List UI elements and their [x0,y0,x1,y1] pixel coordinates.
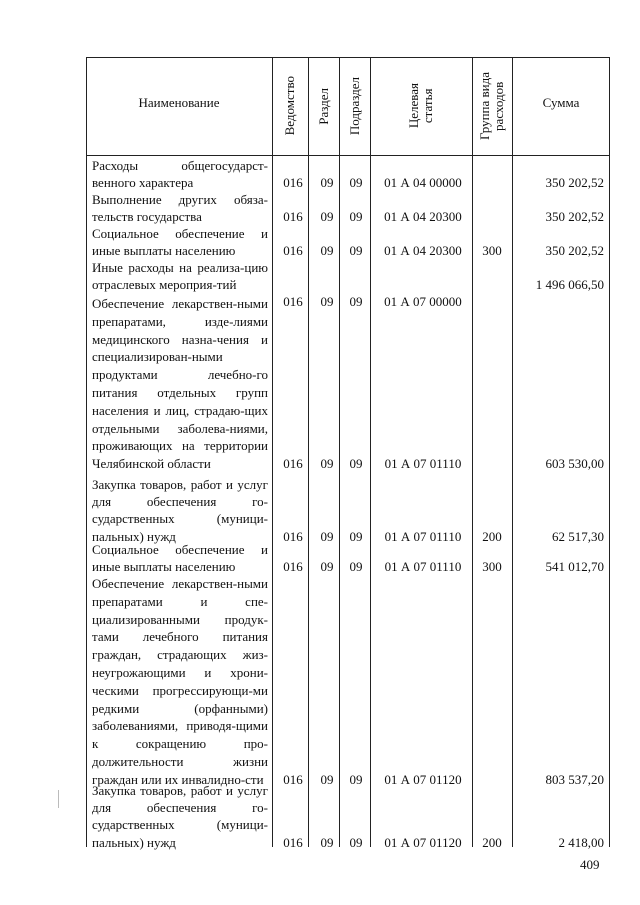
row-razdel: 09 [320,243,334,259]
row-podrazdel: 09 [349,175,363,191]
header-ved-cell [272,57,308,155]
row-gruppa: 300 [482,243,502,259]
row-summa: 62 517,30 [552,528,604,544]
row-name: Обеспечение лекарствен-ными препаратами, изде-лиями медицинского назна-чения и специализирован-ными продуктами лечебно-го питания отдельных групп населения и лиц, страдаю-щих отдельными заболева-ниями, проживающих на территории Челябинской области [92,296,268,472]
header-grp: Группа вида расходов [477,72,506,140]
row-celevaya-statya: 01 А 07 01110 [384,456,462,472]
header-sum: Сумма [542,95,580,110]
row-vedomstvo: 016 [283,209,303,225]
header-name: Наименование [138,95,220,110]
margin-mark [58,790,59,808]
row-podrazdel: 09 [349,456,363,472]
row-podrazdel: 09 [349,528,363,544]
row-name: Иные расходы на реализа-цию отраслевых мероприя-тий [92,260,268,293]
header-ved: Ведомство [282,76,297,136]
row-razdel: 09 [320,528,334,544]
row-podrazdel: 09 [349,834,363,850]
header-divider [86,155,610,156]
header-cs-cell [370,57,472,155]
row-gruppa: 300 [482,559,502,575]
row-razdel: 09 [320,834,334,850]
row-summa: 2 418,00 [558,834,604,850]
row-summa: 603 530,00 [545,456,604,472]
row-podrazdel: 09 [349,559,363,575]
row-vedomstvo: 016 [283,243,303,259]
row-vedomstvo: 016 [283,456,303,472]
row-razdel: 09 [320,559,334,575]
row-vedomstvo: 016 [283,559,303,575]
row-podrazdel: 09 [349,243,363,259]
row-summa: 350 202,52 [545,209,604,225]
row-podrazdel: 09 [349,209,363,225]
page-number: 409 [580,857,600,872]
row-vedomstvo: 016 [283,771,303,787]
row-podrazdel: 09 [349,771,363,787]
row-celevaya-statya: 01 А 07 01110 [384,528,462,544]
row-celevaya-statya: 01 А 07 00000 [384,294,462,310]
row-razdel: 09 [320,456,334,472]
row-celevaya-statya: 01 А 04 00000 [384,175,462,191]
row-summa: 803 537,20 [545,771,604,787]
row-celevaya-statya: 01 А 04 20300 [384,209,462,225]
row-razdel: 09 [320,294,334,310]
row-name: Обеспечение лекарствен-ными препаратами и спе-циализированными продук-тами лечебного питания граждан, страдающих жиз-неугрожающими и хрони-ческими прогрессирующи-ми редкими (орфанными) заболеваниями, приводя-щими к сокращению про-должительности жизни граждан или их инвалидно-сти [92,576,268,787]
row-celevaya-statya: 01 А 07 01120 [384,771,462,787]
row-celevaya-statya: 01 А 07 01120 [384,834,462,850]
header-podrazdel: Подраздел [346,76,362,136]
col-divider [272,57,273,847]
row-summa: 350 202,52 [545,175,604,191]
row-name: Расходы общегосударст-венного характера [92,158,268,191]
row-razdel: 09 [320,209,334,225]
header-podrazdel-cell [339,57,370,155]
row-razdel: 09 [320,175,334,191]
row-celevaya-statya: 01 А 04 20300 [384,243,462,259]
row-name: Закупка товаров, работ и услуг для обеспечения го-сударственных (муници-пальных) нужд [92,783,268,850]
header-razdel-cell [308,57,339,155]
row-vedomstvo: 016 [283,294,303,310]
row-gruppa: 200 [482,834,502,850]
row-gruppa: 200 [482,528,502,544]
row-celevaya-statya: 01 А 07 01110 [384,559,462,575]
header-razdel: Раздел [315,87,331,125]
row-summa: 350 202,52 [545,243,604,259]
header-cs: Целевая статья [406,83,435,129]
row-name: Социальное обеспечение и иные выплаты населению [92,226,268,259]
row-razdel: 09 [320,771,334,787]
row-summa: 1 496 066,50 [535,277,604,293]
row-name: Социальное обеспечение и иные выплаты населению [92,542,268,575]
row-name: Выполнение других обяза-тельств государства [92,192,268,225]
row-vedomstvo: 016 [283,528,303,544]
row-name: Закупка товаров, работ и услуг для обеспечения го-сударственных (муници-пальных) нужд [92,477,268,544]
col-divider [370,57,371,847]
row-podrazdel: 09 [349,294,363,310]
row-vedomstvo: 016 [283,175,303,191]
row-summa: 541 012,70 [545,559,604,575]
row-vedomstvo: 016 [283,834,303,850]
header-grp-cell [472,57,512,155]
